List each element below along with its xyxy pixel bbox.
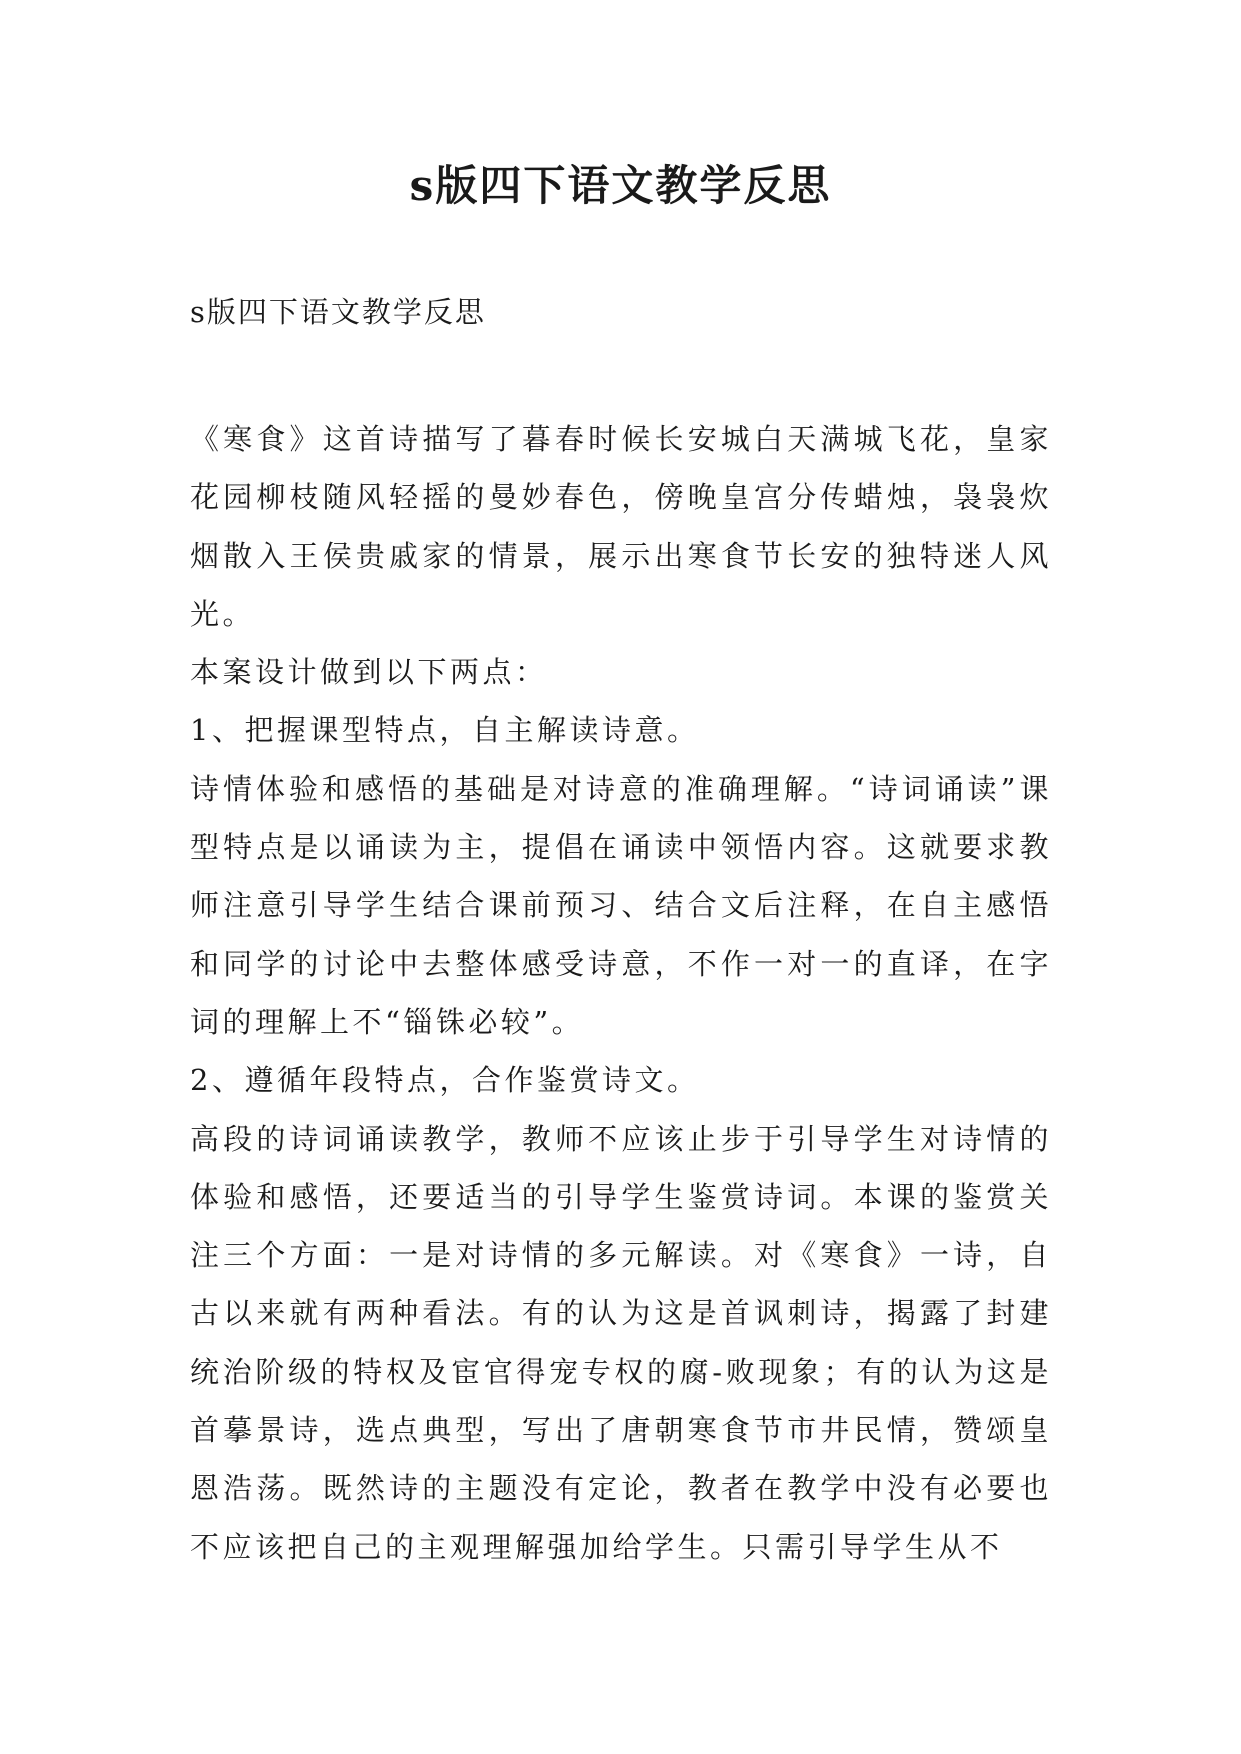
paragraph-design-points: 本案设计做到以下两点： bbox=[190, 655, 548, 690]
document-title: s版四下语文教学反思 bbox=[409, 161, 832, 210]
paragraph-point-2-heading: 2、遵循年段特点，合作鉴赏诗文。 bbox=[190, 1063, 700, 1098]
paragraph-point-1-body: 诗情体验和感悟的基础是对诗意的准确理解。“诗词诵读”课型特点是以诵读为主，提倡在诵读中领悟内容。这就要求教师注意引导学生结合课前预习、结合文后注释，在自主感悟和同学的讨论中去整体感受诗意，不作一对一的直译，在字词的理解上不“锱铢必较”。 bbox=[190, 771, 1052, 1039]
document-body bbox=[190, 410, 1052, 1576]
paragraph-intro: 《寒食》这首诗描写了暮春时候长安城白天满城飞花，皇家花园柳枝随风轻摇的曼妙春色，傍晚皇宫分传蜡烛，袅袅炊烟散入王侯贵戚家的情景，展示出寒食节长安的独特迷人风光。 bbox=[190, 422, 1052, 631]
document-subtitle: s版四下语文教学反思 bbox=[190, 295, 486, 329]
paragraph-point-1-heading: 1、把握课型特点，自主解读诗意。 bbox=[190, 713, 700, 748]
paragraph-point-2-body: 高段的诗词诵读教学，教师不应该止步于引导学生对诗情的体验和感悟，还要适当的引导学生鉴赏诗词。本课的鉴赏关注三个方面：一是对诗情的多元解读。对《寒食》一诗，自古以来就有两种看法。有的认为这是首讽刺诗，揭露了封建统治阶级的特权及宦官得宠专权的腐-败现象；有的认为这是首摹景诗，选点典型，写出了唐朝寒食节市井民情，赞颂皇恩浩荡。既然诗的主题没有定论，教者在教学中没有必要也不应该把自己的主观理解强加给学生。只需引导学生从不 bbox=[190, 1121, 1052, 1564]
